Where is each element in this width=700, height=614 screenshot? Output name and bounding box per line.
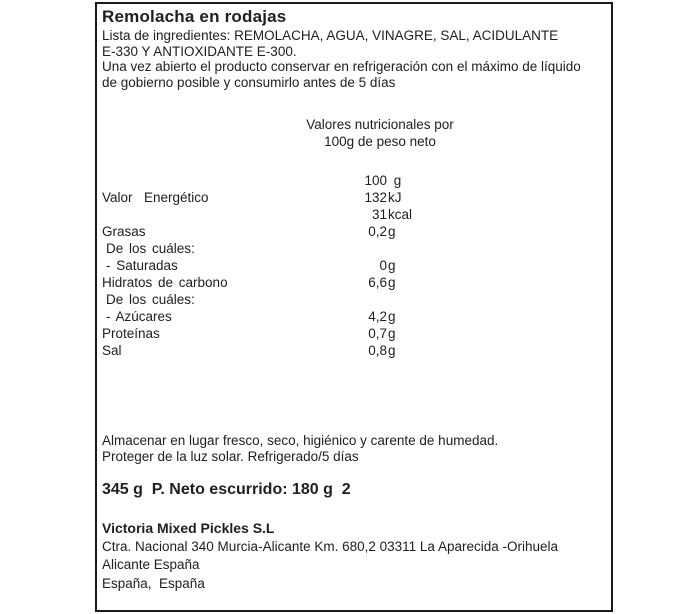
- storage-open-line-2: de gobierno posible y consumirlo antes de 5 días: [102, 74, 396, 90]
- ingredients-text: [102, 28, 558, 59]
- nutrition-value-unit: g: [388, 309, 396, 324]
- nutrition-value-number: 0,2: [368, 224, 387, 239]
- nutrition-value-number: 0,8: [368, 343, 387, 358]
- nutrition-value: [322, 206, 412, 223]
- nutrition-label: Valor Energético: [102, 190, 209, 205]
- nutrition-value: [322, 291, 388, 308]
- nutrition-value-unit: g: [388, 326, 396, 341]
- nutrition-value-unit: g: [388, 224, 396, 239]
- storage-keep-instructions: [102, 433, 498, 464]
- ingredients-line-1: Lista de ingredientes: REMOLACHA, AGUA, VINAGRE, SAL, ACIDULANTE: [102, 28, 559, 43]
- producer-block: [102, 519, 558, 593]
- nutrition-header: [151, 116, 609, 150]
- nutrition-header-line-2: 100g de peso neto: [324, 134, 436, 149]
- nutrition-label: De los cuáles:: [106, 292, 195, 307]
- producer-address-line-1: Ctra. Nacional 340 Murcia-Alicante Km. 680,2 03311 La Aparecida -Orihuela: [102, 538, 559, 554]
- storage-open-instructions: [102, 59, 581, 90]
- nutrition-row-energy-kj: [97, 189, 611, 206]
- nutrition-row-salt: [97, 342, 611, 359]
- nutrition-value: [322, 274, 396, 291]
- label-content: [97, 4, 611, 610]
- producer-address-line-3: España, España: [102, 575, 205, 591]
- nutrition-value-number: 100: [364, 173, 387, 188]
- nutrition-row-energy-kcal: [97, 206, 611, 223]
- nutrition-value-number: 4,2: [368, 309, 387, 324]
- nutrition-value: [322, 257, 396, 274]
- nutrition-value-unit: kJ: [388, 190, 402, 205]
- nutrition-row-of-which-carbs: [97, 291, 611, 308]
- producer-name: Victoria Mixed Pickles S.L: [102, 520, 275, 536]
- nutrition-label: De los cuáles:: [106, 241, 195, 256]
- nutrition-label: - Azúcares: [106, 309, 172, 324]
- net-weight-text: 345 g P. Neto escurrido: 180 g 2: [102, 481, 351, 498]
- nutrition-row-of-which-fat: [97, 240, 611, 257]
- nutrition-label: Sal: [102, 343, 122, 358]
- nutrition-row-sugars: [97, 308, 611, 325]
- storage-keep-line-2: Proteger de la luz solar. Refrigerado/5 días: [102, 448, 359, 464]
- producer-address-line-2: Alicante España: [102, 557, 200, 572]
- nutrition-value: [322, 308, 396, 325]
- nutrition-value-number: 6,6: [368, 275, 387, 290]
- nutrition-value-number: 0: [379, 258, 387, 273]
- nutrition-row-fat: [97, 223, 611, 240]
- nutrition-row-column-header: [97, 172, 611, 189]
- nutrition-label: - Saturadas: [106, 258, 178, 273]
- nutrition-value-unit: g: [388, 343, 396, 358]
- nutrition-header-line-1: Valores nutricionales por: [306, 117, 454, 132]
- nutrition-value: [322, 342, 396, 359]
- nutrition-value: [322, 172, 401, 189]
- nutrition-value: [322, 325, 396, 342]
- ingredients-line-2: E-330 Y ANTIOXIDANTE E-300.: [102, 43, 297, 59]
- nutrition-row-saturates: [97, 257, 611, 274]
- storage-keep-line-1: Almacenar en lugar fresco, seco, higiénico y carente de humedad.: [102, 433, 499, 448]
- product-label-box: [95, 2, 613, 612]
- product-title: Remolacha en rodajas: [102, 7, 287, 26]
- nutrition-row-carbohydrates: [97, 274, 611, 291]
- nutrition-value-unit: g: [388, 173, 402, 188]
- nutrition-label: Grasas: [102, 224, 146, 239]
- nutrition-value-number: 132: [364, 190, 387, 205]
- nutrition-value: [322, 240, 388, 257]
- nutrition-value-unit: kcal: [388, 207, 413, 222]
- nutrition-label: Proteínas: [102, 326, 160, 341]
- storage-open-line-1: Una vez abierto el producto conservar en refrigeración con el máximo de líquido: [102, 59, 581, 74]
- nutrition-value-number: 31: [371, 207, 387, 222]
- nutrition-row-protein: [97, 325, 611, 342]
- nutrition-value: [322, 223, 396, 240]
- nutrition-value-unit: g: [388, 275, 396, 290]
- nutrition-value-number: 0,7: [368, 326, 387, 341]
- nutrition-value-unit: g: [388, 258, 396, 273]
- nutrition-value: [322, 189, 402, 206]
- nutrition-label: Hidratos de carbono: [102, 275, 228, 290]
- nutrition-table: [97, 172, 611, 359]
